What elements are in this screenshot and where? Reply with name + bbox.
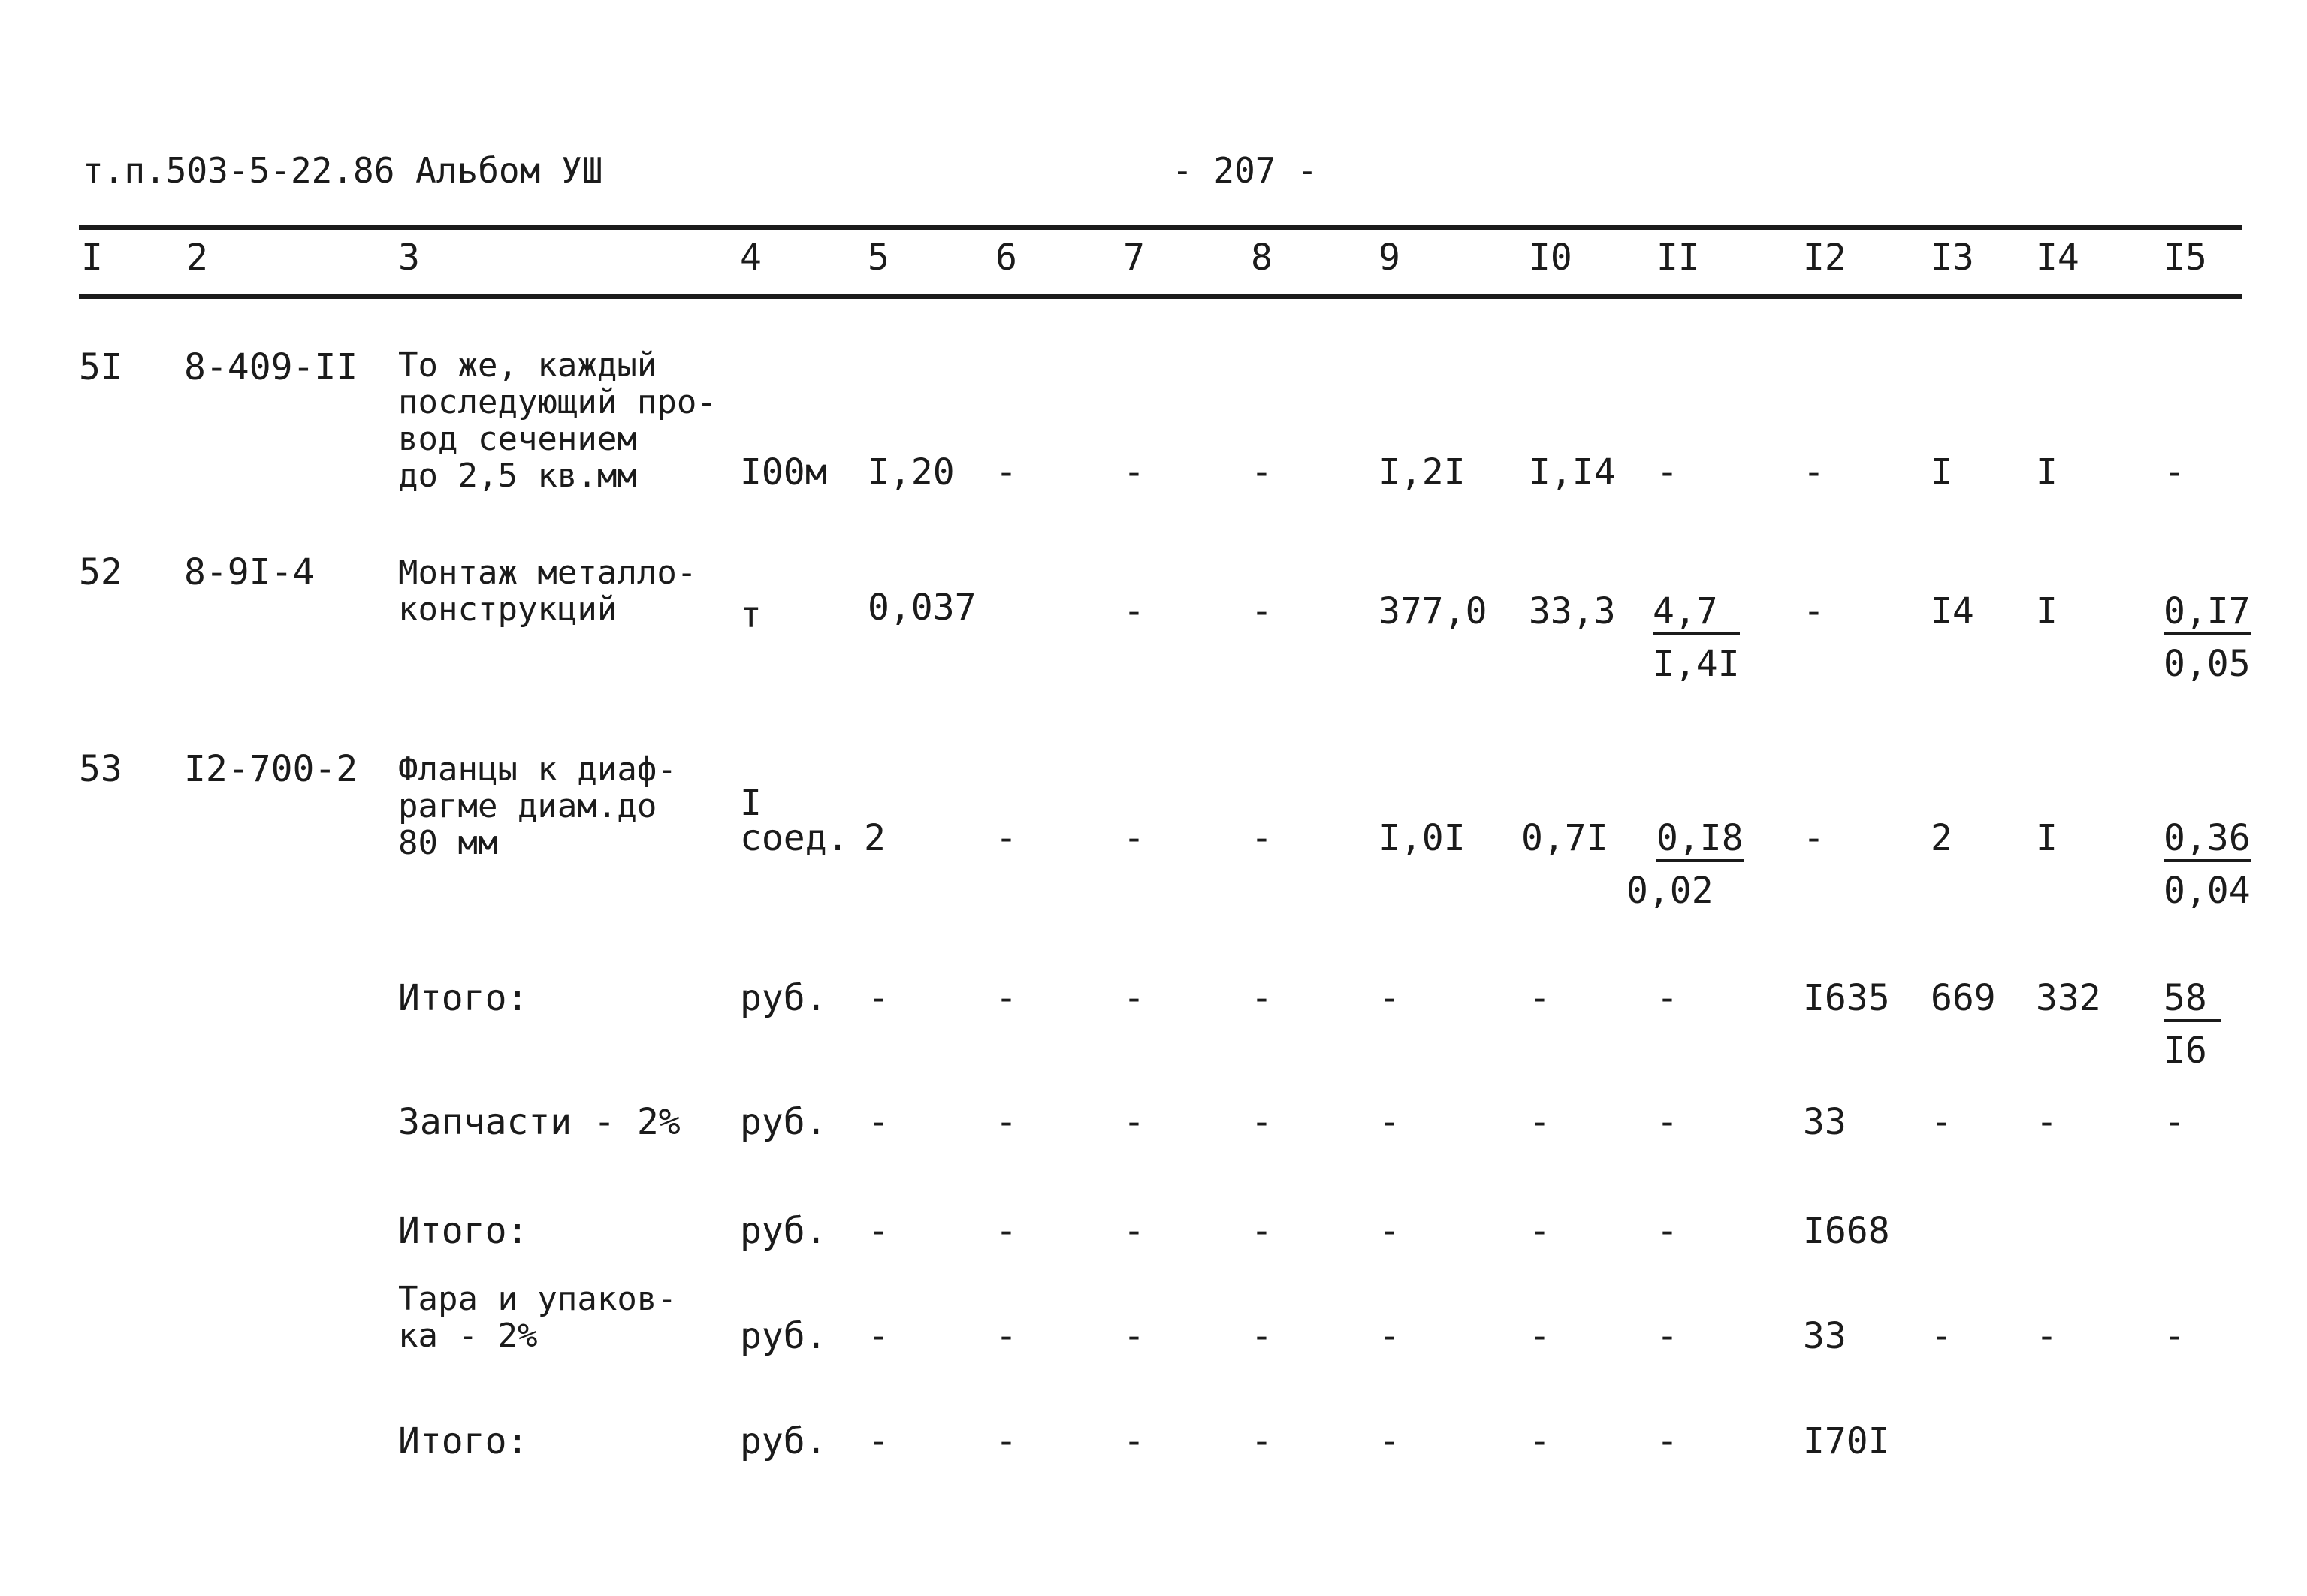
- column-header: 2: [186, 237, 208, 279]
- cell-col-7: -: [1123, 1315, 1145, 1357]
- cell-col-9: I,2I: [1378, 451, 1466, 493]
- cell-col-12: -: [1803, 451, 1825, 493]
- fraction-col-11: [1653, 590, 1740, 685]
- cell-col-13: 669: [1931, 977, 1996, 1019]
- cell-col-6: -: [995, 1101, 1017, 1143]
- cell-col-15: -: [2164, 1315, 2185, 1357]
- cell-col-9: 377,0: [1378, 590, 1487, 632]
- cell-col-13: 2: [1931, 817, 1952, 859]
- column-header: I: [81, 237, 103, 279]
- fraction-col-15: [2164, 977, 2221, 1072]
- cell-col-12: -: [1803, 817, 1825, 859]
- description-line: 80 мм: [398, 824, 498, 862]
- cell-col-6: -: [995, 977, 1017, 1019]
- cell-col-9: I,0I: [1378, 817, 1466, 859]
- fraction-numerator: 0,I7: [2164, 593, 2251, 635]
- total-label: Запчасти - 2%: [398, 1101, 681, 1143]
- description-line: Монтаж металло-: [398, 554, 697, 592]
- cell-col-12: 33: [1803, 1101, 1847, 1143]
- table-top-rule: [79, 225, 2242, 230]
- work-description: [398, 751, 677, 861]
- fraction-denominator: 0,04: [2164, 870, 2251, 912]
- cell-col-5: I,20: [868, 451, 955, 493]
- label-line: ка - 2%: [398, 1317, 538, 1355]
- description-line: То же, каждый: [398, 346, 657, 385]
- fraction-denominator: I,4I: [1653, 643, 1740, 685]
- total-label: Итого:: [398, 977, 529, 1019]
- cell-col-6: -: [995, 1210, 1017, 1252]
- cell-col-8: -: [1251, 977, 1273, 1019]
- cell-col-6: -: [995, 451, 1017, 493]
- cell-col-9: -: [1378, 977, 1400, 1019]
- cell-col-10: I,I4: [1529, 451, 1616, 493]
- cell-col-8: -: [1251, 1210, 1273, 1252]
- cell-col-8: -: [1251, 451, 1273, 493]
- unit: руб.: [740, 1420, 827, 1462]
- document-code: т.п.503-5-22.86 Альбом УШ: [83, 150, 603, 191]
- fraction-col-15: [2164, 817, 2251, 912]
- cell-col-11: -: [1656, 1101, 1678, 1143]
- cell-col-12: 33: [1803, 1315, 1847, 1357]
- page-header: [75, 150, 2239, 203]
- description-line: конструкций: [398, 590, 618, 629]
- unit: I00м: [740, 451, 827, 493]
- total-label: Итого:: [398, 1420, 529, 1462]
- cell-col-9: -: [1378, 1315, 1400, 1357]
- rate-code: 8-9I-4: [184, 551, 315, 593]
- cell-col-8: -: [1251, 1420, 1273, 1462]
- row-number: 5I: [79, 346, 122, 388]
- fraction-numerator: 4,7: [1653, 593, 1740, 635]
- cell-col-5: -: [868, 1210, 889, 1252]
- cell-col-10: -: [1529, 1101, 1551, 1143]
- column-header: 3: [398, 237, 420, 279]
- cell-col-8: -: [1251, 1315, 1273, 1357]
- cell-col-12: I635: [1803, 977, 1890, 1019]
- unit: руб.: [740, 977, 827, 1019]
- cell-col-5: -: [868, 977, 889, 1019]
- column-header: I0: [1529, 237, 1572, 279]
- description-line: до 2,5 кв.мм: [398, 457, 637, 495]
- cell-col-14: I: [2036, 451, 2058, 493]
- cell-col-8: -: [1251, 1101, 1273, 1143]
- description-line: рагме диам.до: [398, 787, 657, 825]
- cell-col-5: 2: [864, 817, 886, 859]
- cell-col-11: -: [1656, 1315, 1678, 1357]
- cell-col-14: 332: [2036, 977, 2101, 1019]
- column-header: 6: [995, 237, 1017, 279]
- cell-col-7: -: [1123, 451, 1145, 493]
- cell-col-7: -: [1123, 1101, 1145, 1143]
- cell-col-5: -: [868, 1315, 889, 1357]
- cell-col-10: -: [1529, 1420, 1551, 1462]
- table-header-rule: [79, 294, 2242, 299]
- cell-col-12: I668: [1803, 1210, 1890, 1252]
- cell-col-14: -: [2036, 1101, 2058, 1143]
- column-header: I3: [1931, 237, 1974, 279]
- cell-col-15: -: [2164, 451, 2185, 493]
- description-line: вод сечением: [398, 420, 637, 458]
- column-header: 7: [1123, 237, 1145, 279]
- unit: руб.: [740, 1101, 827, 1143]
- description-line: Фланцы к диаф-: [398, 750, 677, 789]
- cell-col-9: -: [1378, 1101, 1400, 1143]
- fraction-numerator: 0,I8: [1656, 820, 1744, 862]
- unit: соед.: [740, 817, 849, 859]
- row-number: 53: [79, 748, 122, 790]
- rate-code: 8-409-II: [184, 346, 358, 388]
- column-header: 8: [1251, 237, 1273, 279]
- cell-col-5: -: [868, 1101, 889, 1143]
- cell-col-11: -: [1656, 977, 1678, 1019]
- rate-code: I2-700-2: [184, 748, 358, 790]
- cell-col-12: -: [1803, 590, 1825, 632]
- cell-col-9: -: [1378, 1420, 1400, 1462]
- total-label: Итого:: [398, 1210, 529, 1252]
- cell-col-11: -: [1656, 1420, 1678, 1462]
- cell-col-7: -: [1123, 1420, 1145, 1462]
- cell-col-7: -: [1123, 817, 1145, 859]
- column-header: II: [1656, 237, 1700, 279]
- cell-col-13: I: [1931, 451, 1952, 493]
- fraction-numerator: 0,36: [2164, 820, 2251, 862]
- cell-col-11: -: [1656, 1210, 1678, 1252]
- page-number: - 207 -: [1172, 150, 1318, 191]
- cell-col-15: -: [2164, 1101, 2185, 1143]
- fraction-col-11: [1626, 817, 1744, 912]
- cell-col-8: -: [1251, 590, 1273, 632]
- row-number: 52: [79, 551, 122, 593]
- cell-col-10: 33,3: [1529, 590, 1616, 632]
- cell-col-6: -: [995, 817, 1017, 859]
- fraction-numerator: 58: [2164, 980, 2221, 1022]
- cell-col-7: -: [1123, 590, 1145, 632]
- cell-col-5: 0,037: [868, 587, 977, 629]
- cell-col-6: -: [995, 1420, 1017, 1462]
- column-header: I2: [1803, 237, 1847, 279]
- cell-col-10: 0,7I: [1521, 817, 1608, 859]
- work-description: [398, 347, 717, 494]
- cell-col-9: -: [1378, 1210, 1400, 1252]
- unit: т: [740, 594, 762, 636]
- description-line: последующий про-: [398, 383, 717, 421]
- cell-col-14: I: [2036, 817, 2058, 859]
- cell-col-8: -: [1251, 817, 1273, 859]
- column-header: I4: [2036, 237, 2079, 279]
- cell-col-7: -: [1123, 1210, 1145, 1252]
- fraction-col-15: [2164, 590, 2251, 685]
- label-line: Тара и упаков-: [398, 1280, 677, 1318]
- unit: руб.: [740, 1315, 827, 1357]
- column-header: I5: [2164, 237, 2207, 279]
- column-header: 5: [868, 237, 889, 279]
- column-header: 9: [1378, 237, 1400, 279]
- fraction-denominator: I6: [2164, 1030, 2207, 1072]
- cell-col-12: I70I: [1803, 1420, 1890, 1462]
- cell-col-6: -: [995, 1315, 1017, 1357]
- cell-col-10: -: [1529, 1210, 1551, 1252]
- column-header: 4: [740, 237, 762, 279]
- cell-col-14: -: [2036, 1315, 2058, 1357]
- cell-col-13: I4: [1931, 590, 1974, 632]
- cell-col-11: -: [1656, 451, 1678, 493]
- unit-quantity: I: [740, 782, 762, 824]
- cell-col-14: I: [2036, 590, 2058, 632]
- cell-col-5: -: [868, 1420, 889, 1462]
- fraction-denominator: 0,02: [1626, 870, 1714, 912]
- cell-col-13: -: [1931, 1101, 1952, 1143]
- fraction-denominator: 0,05: [2164, 643, 2251, 685]
- cell-col-10: -: [1529, 977, 1551, 1019]
- cell-col-10: -: [1529, 1315, 1551, 1357]
- cell-col-13: -: [1931, 1315, 1952, 1357]
- unit: руб.: [740, 1210, 827, 1252]
- cell-col-7: -: [1123, 977, 1145, 1019]
- total-label: [398, 1281, 677, 1354]
- work-description: [398, 554, 696, 628]
